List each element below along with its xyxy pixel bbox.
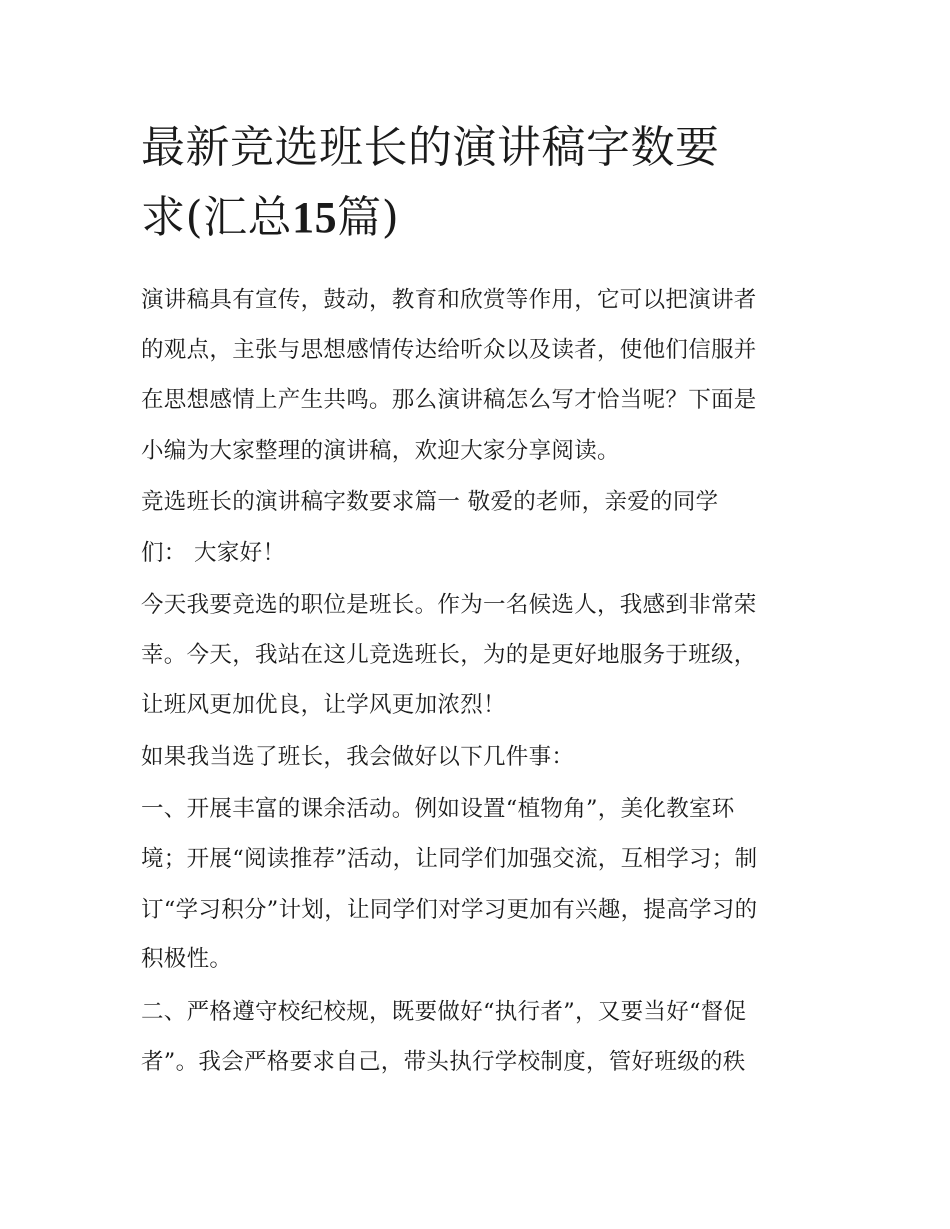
title-number: 15 xyxy=(292,193,338,242)
body-line: 积极性。 xyxy=(141,946,233,972)
body-line: 小编为大家整理的演讲稿，欢迎大家分享阅读。 xyxy=(141,438,620,464)
body-line: 今天我要竞选的职位是班长。作为一名候选人，我感到非常荣 xyxy=(141,592,757,618)
body-line: 们： 大家好！ xyxy=(141,540,286,566)
title-line-1: 最新竞选班长的演讲稿字数要 xyxy=(141,122,720,173)
body-line: 如果我当选了班长，我会做好以下几件事： xyxy=(141,744,575,770)
body-line: 幸。今天，我站在这儿竞选班长，为的是更好地服务于班级， xyxy=(141,642,757,668)
body-line: 境；开展“阅读推荐”活动，让同学们加强交流，互相学习；制 xyxy=(141,846,758,872)
body-line: 的观点，主张与思想感情传达给听众以及读者，使他们信服并 xyxy=(141,337,757,363)
document-title xyxy=(141,113,813,253)
body-line: 一、开展丰富的课余活动。例如设置“植物角”，美化教室环 xyxy=(141,796,735,822)
body-line: 让班风更加优良，让学风更加浓烈！ xyxy=(141,692,506,718)
title-line-2-suffix: 篇) xyxy=(337,192,400,243)
body-line: 在思想感情上产生共鸣。那么演讲稿怎么写才恰当呢？下面是 xyxy=(141,387,757,413)
body-line: 者”。我会严格要求自己，带头执行学校制度，管好班级的秩 xyxy=(141,1049,746,1075)
body-line: 演讲稿具有宣传，鼓动，教育和欣赏等作用，它可以把演讲者 xyxy=(141,287,757,313)
title-line-2-prefix: 求(汇总 xyxy=(141,192,293,243)
body-line: 竞选班长的演讲稿字数要求篇一 敬爱的老师，亲爱的同学 xyxy=(141,489,719,515)
body-line: 二、严格遵守校纪校规，既要做好“执行者”，又要当好“督促 xyxy=(141,999,747,1025)
body-line: 订“学习积分”计划，让同学们对学习更加有兴趣，提高学习的 xyxy=(141,897,758,923)
